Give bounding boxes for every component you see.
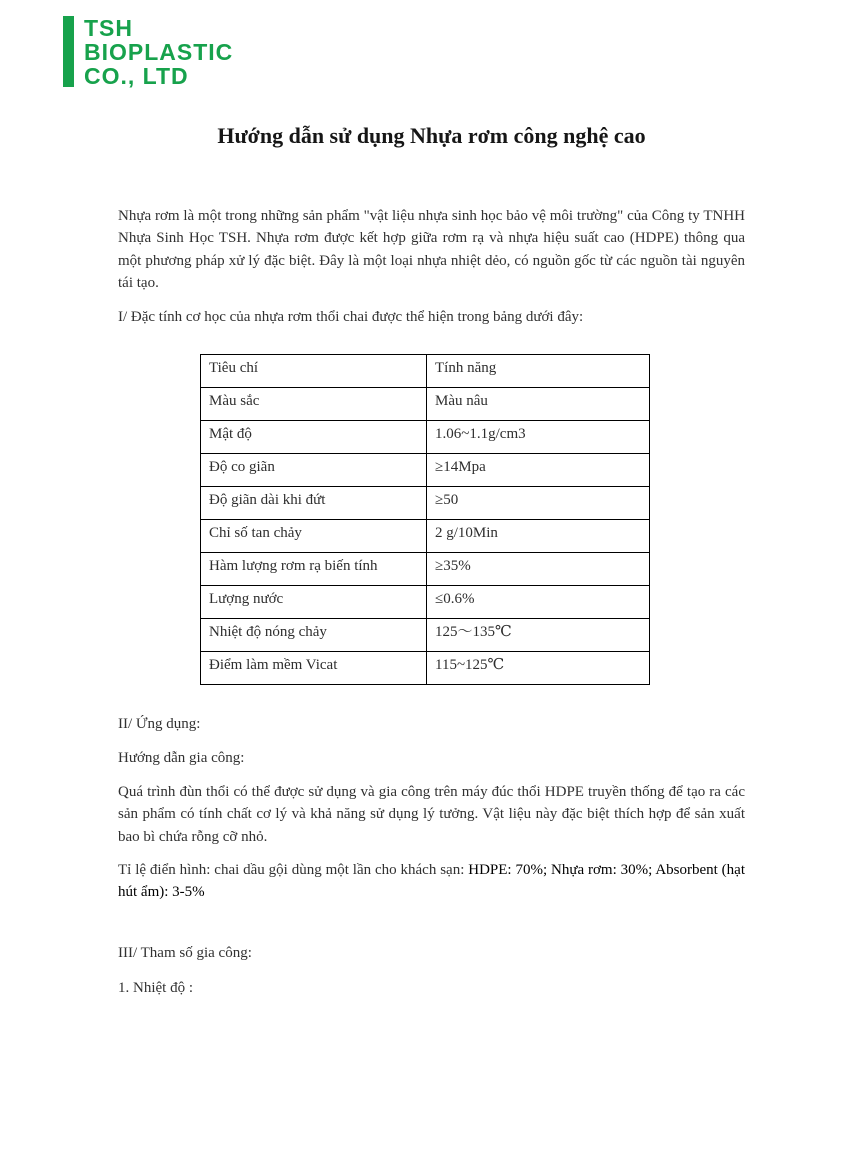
table-cell-value: 115~125℃: [427, 652, 650, 685]
table-cell-label: Nhiệt độ nóng chảy: [201, 619, 427, 652]
ratio-text-normal: Tỉ lệ điển hình: chai dầu gội dùng một lần cho khách sạn:: [118, 862, 469, 879]
section1-heading: I/ Đặc tính cơ học của nhựa rơm thổi chai được thể hiện trong bảng dưới đây:: [118, 308, 584, 325]
processing-subheading: Hướng dẫn gia công:: [118, 750, 245, 767]
table-cell-label: Độ co giãn: [201, 454, 427, 487]
ratio-text-emphasis: HDPE: 70%; Nhựa rơm: 30%; Absorbent (hạt hút ẩm): 3-5%: [118, 862, 746, 901]
table-row: [201, 487, 650, 520]
section2-heading: II/ Ứng dụng:: [118, 716, 201, 733]
table-header-row: [201, 355, 650, 388]
table-row: [201, 652, 650, 685]
table-cell-label: Lượng nước: [201, 586, 427, 619]
table-cell-value: ≥35%: [427, 553, 650, 586]
table-cell-value: ≥14Mpa: [427, 454, 650, 487]
table-cell-label: Hàm lượng rơm rạ biến tính: [201, 553, 427, 586]
logo-line-2: BIOPLASTIC: [84, 39, 234, 65]
table-cell-label: Điểm làm mềm Vicat: [201, 652, 427, 685]
section3-heading: III/ Tham số gia công:: [118, 944, 252, 961]
table-header-criteria: Tiêu chí: [201, 355, 427, 388]
table-cell-label: Chỉ số tan chảy: [201, 520, 427, 553]
processing-paragraph: Quá trình đùn thổi có thể được sử dụng và gia công trên máy đúc thổi HDPE truyền thống để tạo ra các sản phẩm có tính chất cơ lý và khả năng sử dụng lý tưởng. Vật liệu này đặc biệt thích hợp để sản xuất bao bì chứa rỗng cỡ nhỏ.: [118, 783, 745, 845]
table-row: [201, 619, 650, 652]
logo-bar-icon: [63, 16, 74, 87]
table-cell-label: Độ giãn dài khi đứt: [201, 487, 427, 520]
logo-line-3: CO., LTD: [84, 63, 189, 89]
table-cell-label: Màu sắc: [201, 388, 427, 421]
table-cell-value: Màu nâu: [427, 388, 650, 421]
table-row: [201, 454, 650, 487]
table-cell-value: 1.06~1.1g/cm3: [427, 421, 650, 454]
table-cell-value: ≤0.6%: [427, 586, 650, 619]
table-cell-value: 2 g/10Min: [427, 520, 650, 553]
table-cell-value: ≥50: [427, 487, 650, 520]
table-row: [201, 421, 650, 454]
document-content: [118, 0, 745, 1000]
ratio-paragraph: [118, 859, 745, 904]
properties-table: [200, 354, 650, 685]
table-cell-value: 125～135℃: [427, 619, 650, 652]
document-title: Hướng dẫn sử dụng Nhựa rơm công nghệ cao: [217, 123, 646, 148]
table-row: [201, 388, 650, 421]
table-row: [201, 586, 650, 619]
logo-line-1: TSH: [84, 15, 133, 41]
intro-paragraph: Nhựa rơm là một trong những sản phẩm "vật liệu nhựa sinh học bảo vệ môi trường" của Công ty TNHH Nhựa Sinh Học TSH. Nhựa rơm được kết hợp giữa rơm rạ và nhựa hiệu suất cao (HDPE) thông qua một phương pháp xử lý đặc biệt. Đây là một loại nhựa nhiệt dẻo, có nguồn gốc từ các nguồn tài nguyên tái tạo.: [118, 208, 745, 292]
temperature-item: 1. Nhiệt độ :: [118, 980, 193, 997]
table-header-performance: Tính năng: [427, 355, 650, 388]
table-row: [201, 520, 650, 553]
table-row: [201, 553, 650, 586]
table-cell-label: Mật độ: [201, 421, 427, 454]
